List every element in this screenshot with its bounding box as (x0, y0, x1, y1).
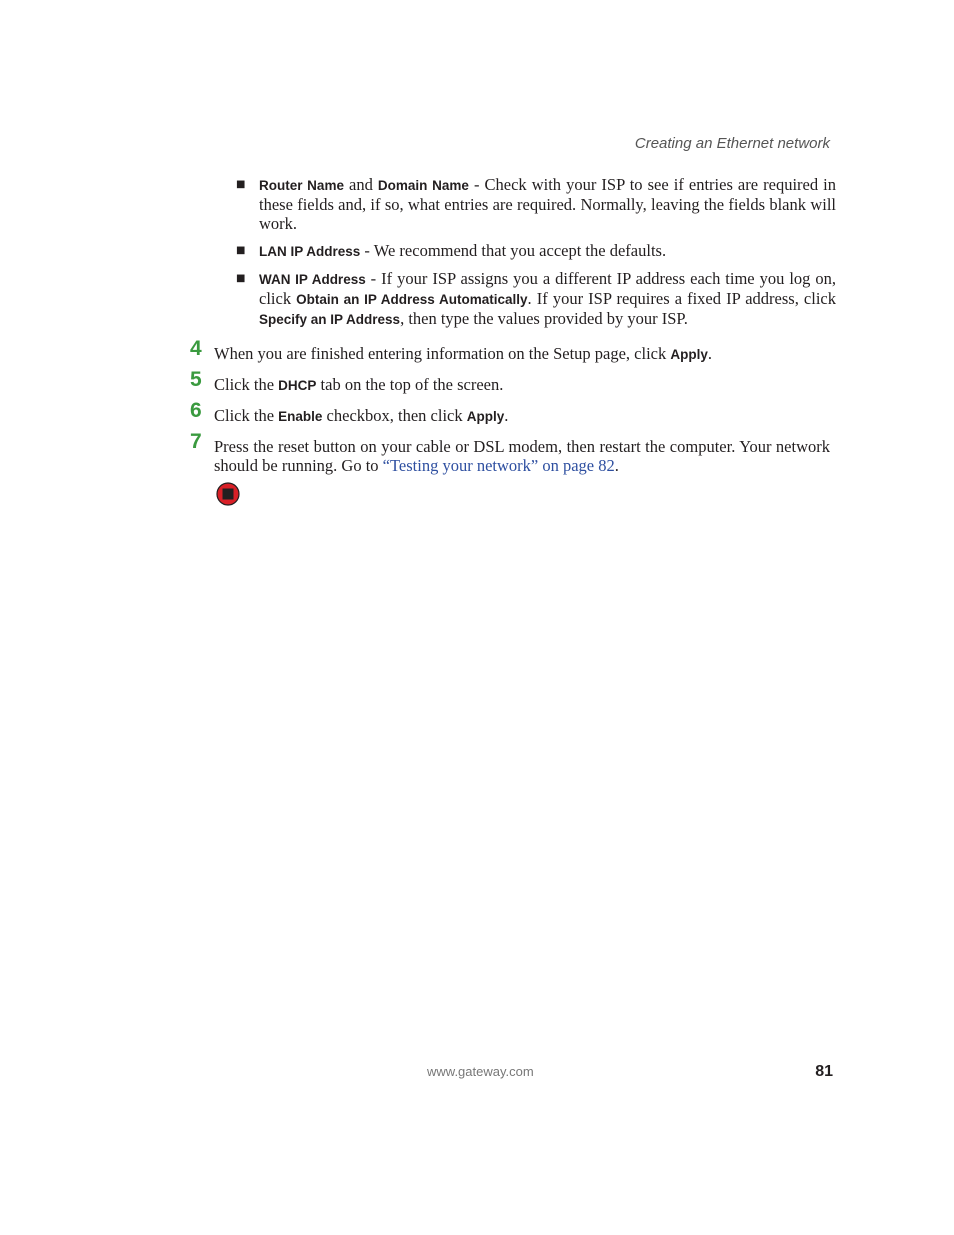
step-text (214, 375, 830, 395)
stop-icon (216, 482, 240, 506)
step-number: 7 (190, 430, 202, 453)
running-header: Creating an Ethernet network (634, 135, 830, 152)
testing-network-link[interactable]: “Testing your network” on page 82 (382, 456, 615, 475)
text-run: . (614, 456, 619, 475)
ui-term: LAN IP Address (259, 244, 361, 259)
text-run: Press the reset button on your cable or DSL modem, then restart the computer. Your network should be running. Go to (214, 437, 830, 475)
text-run: . (707, 344, 713, 363)
step-text (214, 437, 830, 475)
page-number: 81 (815, 1063, 833, 1080)
text-run: and (343, 175, 378, 194)
ui-term: WAN IP Address (259, 272, 366, 287)
ui-term: DHCP (278, 378, 317, 393)
ui-term: Router Name (259, 178, 344, 193)
ui-term: Apply (670, 347, 708, 362)
text-run: . If your ISP requires a fixed IP address, click (527, 289, 836, 308)
text-run: Click the (214, 406, 279, 425)
text-run: checkbox, then click (322, 406, 467, 425)
text-run: . (504, 406, 509, 425)
ui-term: Specify an IP Address (259, 312, 401, 327)
step-number: 5 (190, 368, 202, 391)
ui-term: Enable (278, 409, 323, 424)
square-bullet-icon: ■ (236, 245, 246, 256)
step-number: 4 (190, 337, 202, 360)
footer-url: www.gateway.com (427, 1064, 534, 1079)
square-bullet-icon: ■ (236, 179, 246, 190)
bullet-text (259, 241, 836, 261)
ui-term: Obtain an IP Address Automatically (296, 292, 528, 307)
bullet-text (259, 175, 836, 233)
step-text (214, 406, 830, 426)
text-run: - Check with your ISP to see if entries are required in these fields and, if so, what entries are required. Normally, leaving the fields blank will work. (259, 175, 836, 233)
step-number: 6 (190, 399, 202, 422)
step-text (214, 344, 830, 364)
text-run: , then type the values provided by your ISP. (400, 309, 688, 328)
text-run: Click the (214, 375, 279, 394)
text-run: When you are finished entering information on the Setup page, click (214, 344, 671, 363)
bullet-text (259, 269, 836, 329)
ui-term: Apply (466, 409, 505, 424)
square-bullet-icon: ■ (236, 273, 246, 284)
text-run: - We recommend that you accept the defaults. (360, 241, 667, 260)
ui-term: Domain Name (377, 178, 469, 193)
stop-icon-square (223, 489, 234, 500)
text-run: - If your ISP assigns you a different IP address each time you log on, click (259, 269, 836, 308)
text-run: tab on the top of the screen. (316, 375, 504, 394)
